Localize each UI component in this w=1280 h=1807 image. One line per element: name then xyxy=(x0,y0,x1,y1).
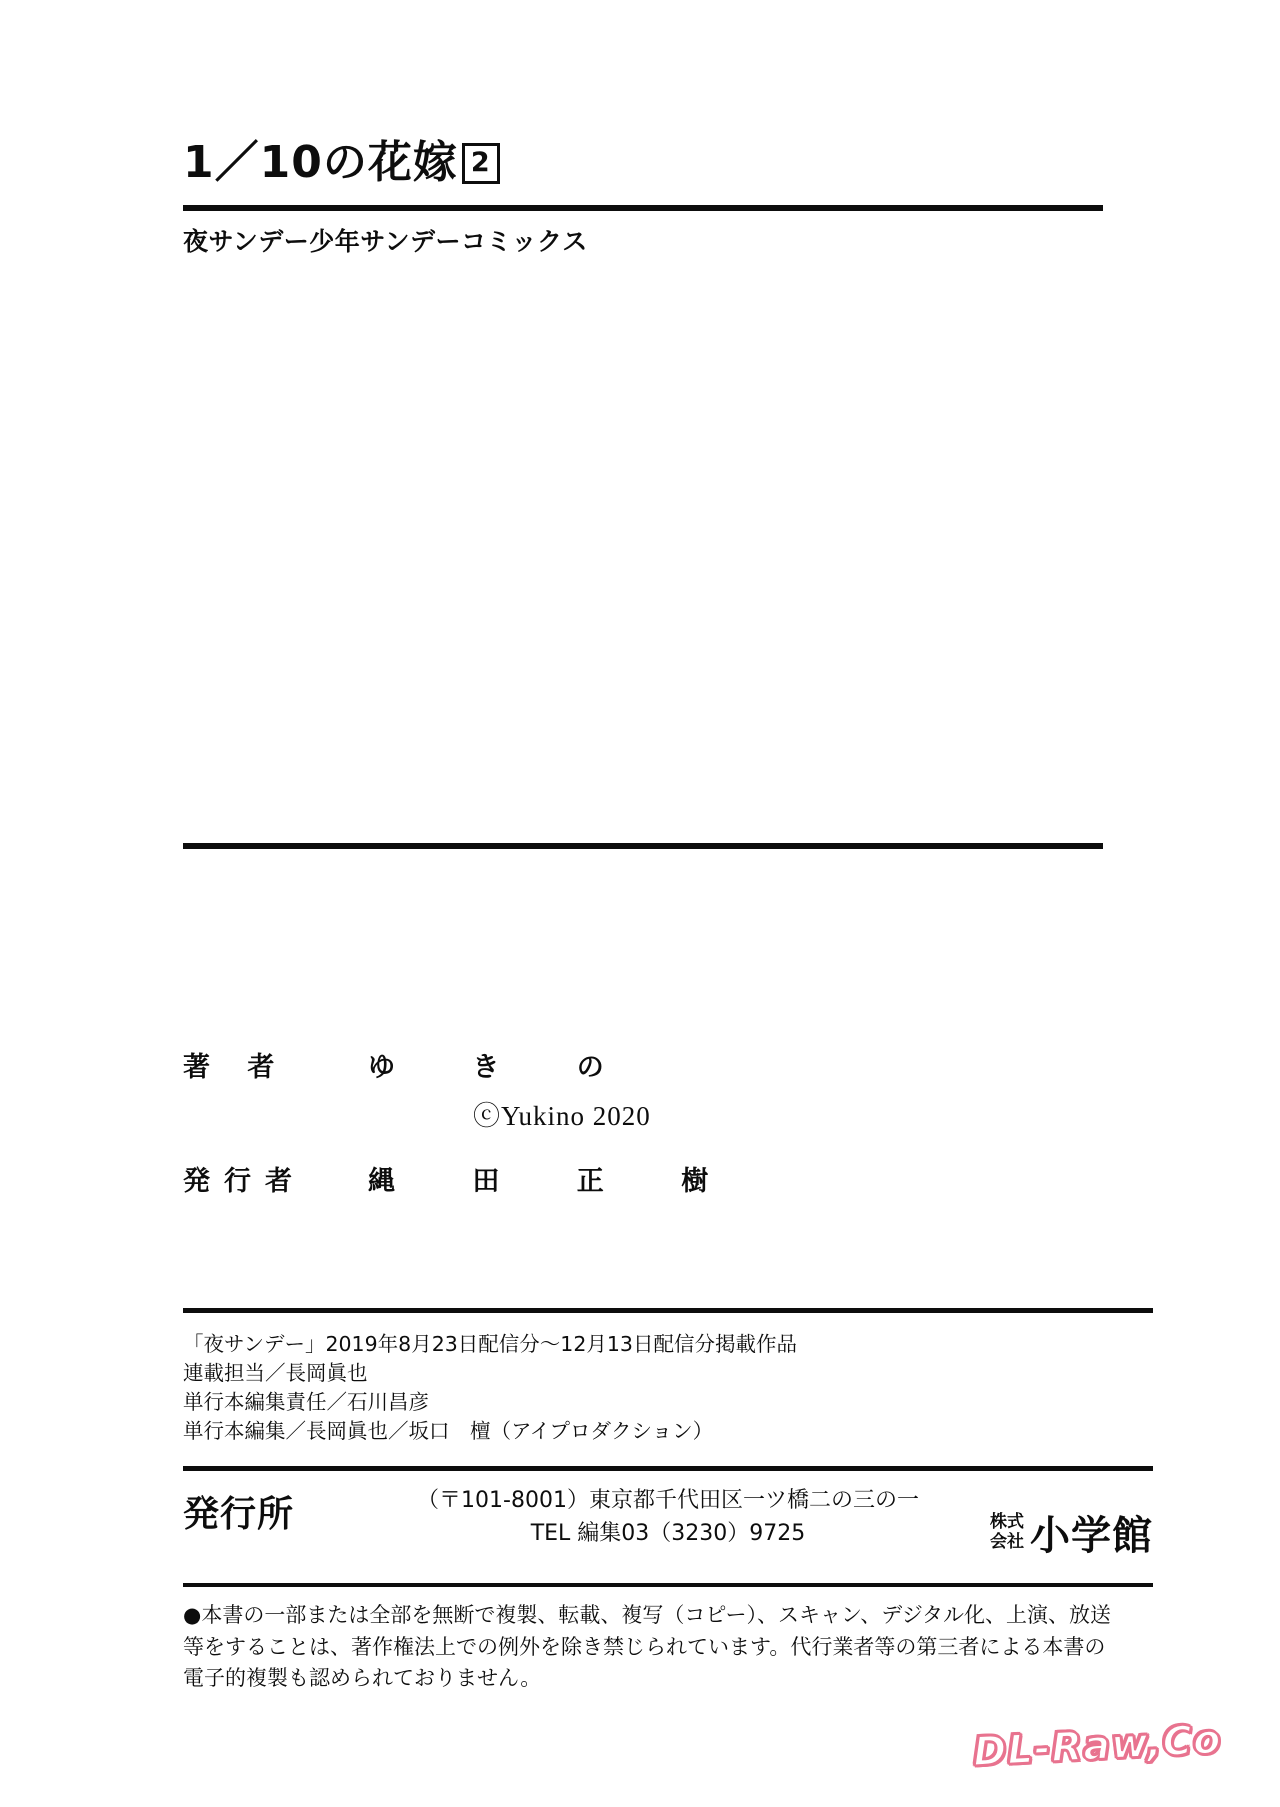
editorial-line-serialization-period: 「夜サンデー」2019年8月23日配信分〜12月13日配信分掲載作品 xyxy=(183,1332,797,1356)
publisher-person-name: 縄 田 正 樹 xyxy=(368,1166,743,1197)
publisher-company xyxy=(990,1504,1153,1561)
publisher-telephone: TEL 編集03（3230）9725 xyxy=(530,1521,806,1546)
editorial-line-volume-chief-editor: 単行本編集責任／石川昌彦 xyxy=(183,1390,429,1415)
publisher-label: 発行所 xyxy=(183,1494,295,1535)
watermark: DL-Raw,Co xyxy=(972,1716,1224,1776)
publisher-address xyxy=(388,1484,948,1550)
credit-row-publisher-person xyxy=(183,1159,1103,1198)
notice-line-1: ●本書の一部または全部を無断で複製、転載、複写（コピー）、スキャン、デジタル化、上演、放送 xyxy=(183,1603,1112,1627)
divider-notice-top xyxy=(183,1583,1153,1587)
divider-middle xyxy=(183,843,1103,849)
volume-badge: 2 xyxy=(462,143,500,184)
editorial-line-serial-editor: 連載担当／長岡眞也 xyxy=(183,1361,368,1386)
author-label: 著 者 xyxy=(183,1052,289,1083)
credits-block xyxy=(183,1045,1103,1208)
page-title xyxy=(183,137,1103,188)
company-type-line2: 会社 xyxy=(990,1531,1024,1552)
editorial-credits xyxy=(183,1330,1153,1446)
notice-line-2: 等をすることは、著作権法上での例外を除き禁じられています。代行業者等の第三者による本書の xyxy=(183,1634,1106,1659)
title-block xyxy=(183,137,1103,188)
company-type-line1: 株式 xyxy=(990,1512,1024,1533)
publisher-address-line: （〒101-8001）東京都千代田区一ツ橋二の三の一 xyxy=(417,1488,919,1513)
divider-publisher-top xyxy=(183,1466,1153,1471)
divider-editorial-top xyxy=(183,1308,1153,1313)
publisher-person-label: 発行者 xyxy=(183,1166,306,1197)
series-subtitle: 夜サンデー少年サンデーコミックス xyxy=(183,227,588,256)
company-name: 小学館 xyxy=(1030,1513,1153,1559)
copyright-warning-notice xyxy=(183,1600,1143,1695)
author-name: ゆ き の xyxy=(368,1052,638,1083)
copyright-notice: ⓒYukino 2020 xyxy=(473,1101,651,1131)
credit-row-author xyxy=(183,1045,1103,1084)
notice-line-3: 電子的複製も認められておりません。 xyxy=(183,1666,542,1690)
editorial-line-volume-editors: 単行本編集／長岡眞也／坂口 檀（アイプロダクション） xyxy=(183,1419,714,1444)
company-type-prefix xyxy=(990,1513,1024,1551)
title-text: 1／10の花嫁 xyxy=(183,137,458,188)
publisher-block xyxy=(183,1480,1153,1570)
divider-top xyxy=(183,205,1103,211)
